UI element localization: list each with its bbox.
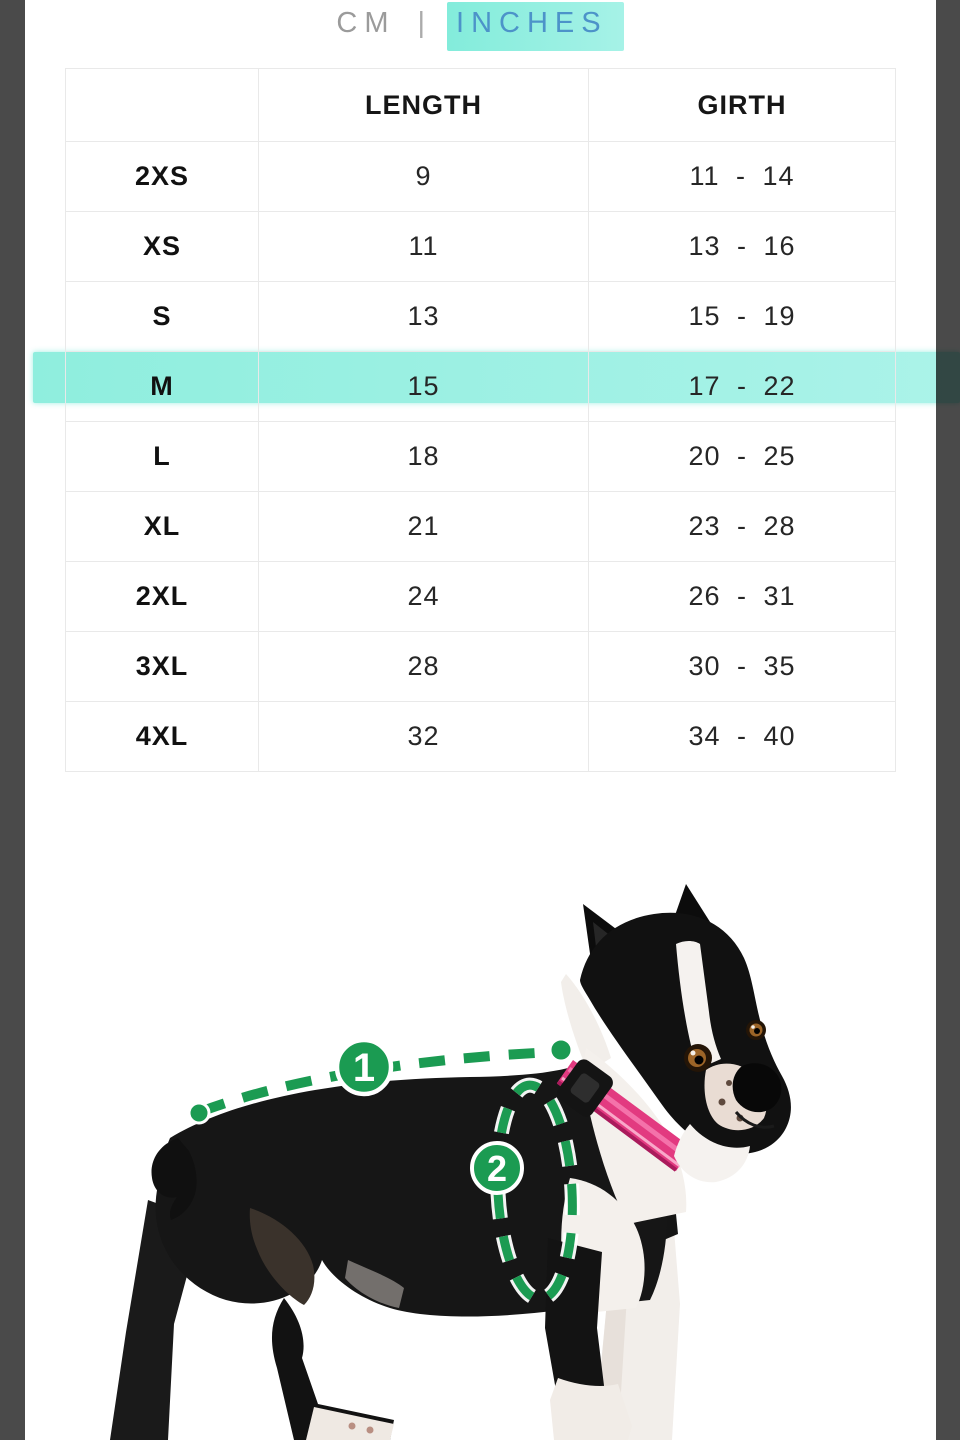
table-row (66, 422, 896, 492)
page-dim-overlay-left (0, 0, 25, 1440)
size-table-header-row (66, 69, 896, 142)
length-end-dot (550, 1039, 572, 1061)
table-row (66, 142, 896, 212)
girth-cell: 13 - 16 (589, 212, 896, 282)
length-cell: 32 (259, 702, 589, 772)
length-cell: 24 (259, 562, 589, 632)
length-cell: 18 (259, 422, 589, 492)
muzzle-freckle (719, 1099, 726, 1106)
size-cell: M (66, 352, 259, 422)
size-cell: L (66, 422, 259, 492)
column-header-length: LENGTH (259, 69, 589, 142)
paw-nail (367, 1427, 374, 1434)
length-start-dot (189, 1103, 209, 1123)
unit-toggle (0, 0, 960, 51)
column-header-girth: GIRTH (589, 69, 896, 142)
girth-cell: 34 - 40 (589, 702, 896, 772)
girth-cell: 20 - 25 (589, 422, 896, 492)
length-annotation-badge (337, 1040, 391, 1094)
column-header-size (66, 69, 259, 142)
table-row (66, 492, 896, 562)
unit-separator: | (417, 7, 426, 39)
girth-cell: 15 - 19 (589, 282, 896, 352)
inches-toggle[interactable]: INCHES (447, 2, 624, 51)
length-cell: 15 (259, 352, 589, 422)
muzzle-freckle (726, 1080, 732, 1086)
size-cell: 3XL (66, 632, 259, 702)
size-table (65, 68, 896, 772)
girth-badge-number: 2 (486, 1148, 508, 1189)
dog-eye-near (684, 1044, 712, 1072)
table-row (66, 282, 896, 352)
size-table-body (66, 142, 896, 772)
dog-eye-far (746, 1020, 766, 1040)
length-cell: 9 (259, 142, 589, 212)
girth-cell: 17 - 22 (589, 352, 896, 422)
size-cell: XL (66, 492, 259, 562)
cm-toggle[interactable]: CM (336, 7, 396, 39)
table-row (66, 352, 896, 422)
size-cell: XS (66, 212, 259, 282)
length-cell: 13 (259, 282, 589, 352)
length-cell: 11 (259, 212, 589, 282)
girth-cell: 26 - 31 (589, 562, 896, 632)
girth-cell: 30 - 35 (589, 632, 896, 702)
size-cell: S (66, 282, 259, 352)
girth-annotation-badge (472, 1143, 522, 1193)
girth-cell: 23 - 28 (589, 492, 896, 562)
measurement-diagram (0, 880, 960, 1440)
paw-nail (349, 1423, 356, 1430)
page-dim-overlay-right (936, 0, 960, 1440)
girth-cell: 11 - 14 (589, 142, 896, 212)
size-cell: 2XS (66, 142, 259, 212)
table-row (66, 212, 896, 282)
length-badge-number: 1 (352, 1046, 376, 1090)
dog-front-leg-near (545, 1238, 606, 1402)
size-cell: 2XL (66, 562, 259, 632)
length-cell: 21 (259, 492, 589, 562)
size-cell: 4XL (66, 702, 259, 772)
table-row (66, 702, 896, 772)
table-row (66, 632, 896, 702)
length-cell: 28 (259, 632, 589, 702)
table-row (66, 562, 896, 632)
